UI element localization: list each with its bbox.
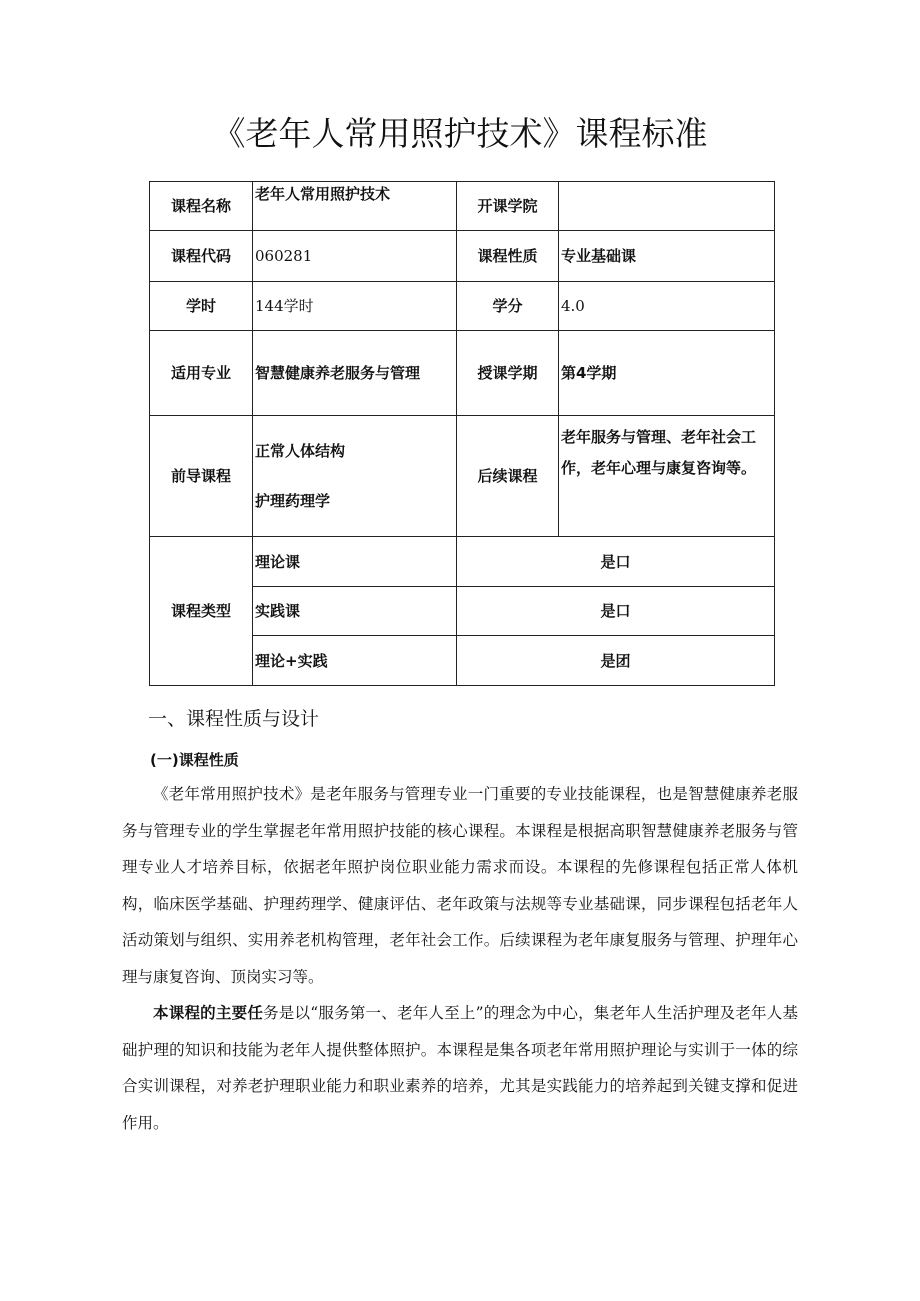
course-name-label: 课程名称 bbox=[150, 182, 253, 231]
course-name-value: 老年人常用照护技术 bbox=[253, 182, 457, 231]
major-value: 智慧健康养老服务与管理 bbox=[253, 331, 457, 416]
credit-value: 4.0 bbox=[559, 282, 775, 331]
paragraph-main-task bbox=[122, 995, 798, 1141]
college-value bbox=[559, 182, 775, 231]
table-row bbox=[150, 182, 775, 231]
table-row bbox=[150, 537, 775, 587]
credit-label: 学分 bbox=[457, 282, 559, 331]
course-nature-value: 专业基础课 bbox=[559, 231, 775, 282]
prereq-item: 护理药理学 bbox=[255, 492, 331, 510]
table-row bbox=[150, 416, 775, 537]
hours-label: 学时 bbox=[150, 282, 253, 331]
prereq-values bbox=[253, 416, 457, 537]
follow-label: 后续课程 bbox=[457, 416, 559, 537]
subsection-heading: (一)课程性质 bbox=[150, 751, 239, 769]
page-title: 《老年人常用照护技术》课程标准 bbox=[212, 114, 708, 153]
course-code-label: 课程代码 bbox=[150, 231, 253, 282]
paragraph-course-nature: 《老年常用照护技术》是老年服务与管理专业一门重要的专业技能课程，也是智慧健康养老服务与管理专业的学生掌握老年常用照护技能的核心课程。本课程是根据高职智慧健康养老服务与管理专业人才培养目标，依据老年照护岗位职业能力需求而设。本课程的先修课程包括正常人体机构，临床医学基础、护理药理学、健康评估、老年政策与法规等专业基础课，同步课程包括老年人活动策划与组织、实用养老机构管理，老年社会工作。后续课程为老年康复服务与管理、护理年心理与康复咨询、顶岗实习等。 bbox=[122, 785, 798, 986]
table-row bbox=[150, 282, 775, 331]
semester-label: 授课学期 bbox=[457, 331, 559, 416]
type-name: 理论课 bbox=[253, 537, 457, 587]
course-info-table bbox=[149, 181, 775, 686]
table-row bbox=[150, 231, 775, 282]
course-code-value: 060281 bbox=[253, 231, 457, 282]
semester-value: 第4学期 bbox=[559, 331, 775, 416]
type-name: 理论+实践 bbox=[253, 636, 457, 686]
prereq-label: 前导课程 bbox=[150, 416, 253, 537]
type-mark: 是口 bbox=[457, 537, 775, 587]
college-label: 开课学院 bbox=[457, 182, 559, 231]
hours-value: 144学时 bbox=[253, 282, 457, 331]
type-name: 实践课 bbox=[253, 587, 457, 636]
prereq-item: 正常人体结构 bbox=[255, 442, 346, 460]
course-type-label: 课程类型 bbox=[150, 537, 253, 686]
type-mark: 是团 bbox=[457, 636, 775, 686]
paragraph-rest: 务是以“服务第一、老年人至上”的理念为中心，集老年人生活护理及老年人基础护理的知识和技能为老年人提供整体照护。本课程是集各项老年常用照护理论与实训于一体的综合实训课程，对养老护理职业能力和职业素养的培养，尤其是实践能力的培养起到关键支撑和促进作用。 bbox=[122, 1004, 798, 1132]
type-mark: 是口 bbox=[457, 587, 775, 636]
major-label: 适用专业 bbox=[150, 331, 253, 416]
section-heading: 一、课程性质与设计 bbox=[148, 708, 320, 730]
course-nature-label: 课程性质 bbox=[457, 231, 559, 282]
follow-value: 老年服务与管理、老年社会工作，老年心理与康复咨询等。 bbox=[559, 416, 775, 537]
table-row bbox=[150, 331, 775, 416]
paragraph-lead: 本课程的主要任 bbox=[153, 1004, 264, 1022]
